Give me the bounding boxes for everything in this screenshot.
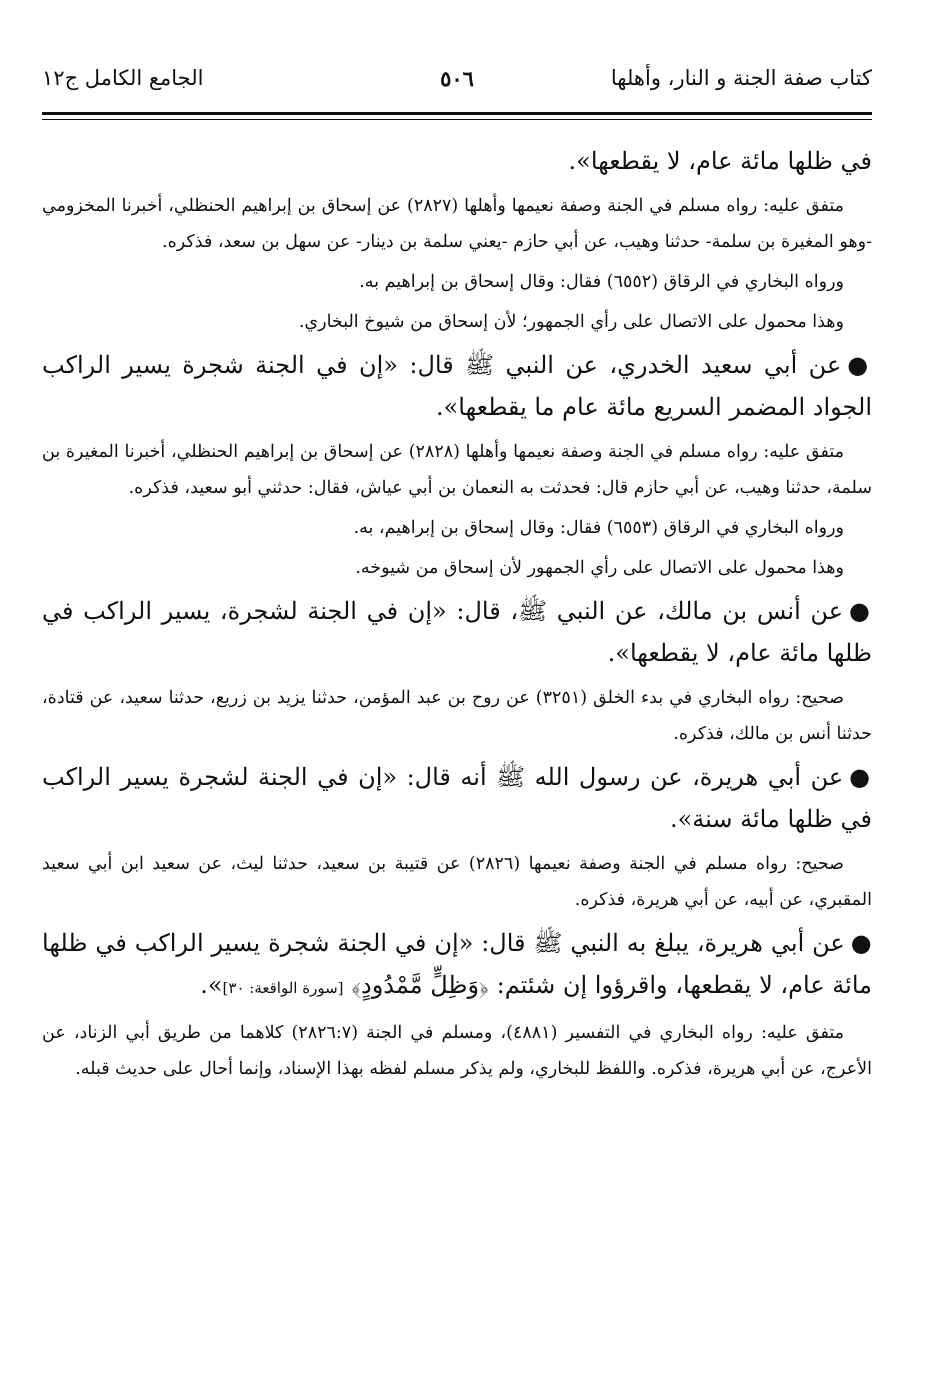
hadith-continuation: في ظلها مائة عام، لا يقطعها».: [568, 147, 872, 175]
header-rule-thin: [42, 119, 872, 120]
takhrij-note: صحيح: رواه البخاري في بدء الخلق (٣٢٥١) عن روح بن عبد المؤمن، حدثنا يزيد بن زريع، حدثنا سعيد، عن قتادة، حدثنا أنس بن مالك، فذكره.: [42, 688, 872, 744]
bullet-icon: ●: [849, 762, 872, 791]
hadith-text: عن أنس بن مالك، عن النبي ﷺ، قال: «إن في الجنة لشجرة، يسير الراكب في ظلها مائة عام، لا يقطعها».: [42, 597, 872, 667]
hadith-text-end: ».: [200, 971, 223, 999]
takhrij-note: وهذا محمول على الاتصال على رأي الجمهور لأن إسحاق من شيوخه.: [355, 558, 844, 578]
takhrij-note: ورواه البخاري في الرقاق (٦٥٥٢) فقال: وقال إسحاق بن إبراهيم به.: [359, 272, 844, 292]
chapter-title: كتاب صفة الجنة و النار، وأهلها: [610, 66, 872, 90]
page-header: [42, 66, 872, 106]
takhrij-note: وهذا محمول على الاتصال على رأي الجمهور؛ لأن إسحاق من شيوخ البخاري.: [298, 312, 844, 332]
hadith-paragraph: [42, 590, 872, 674]
header-rule-thick: [42, 112, 872, 115]
hadith-paragraph: [42, 922, 872, 1009]
bullet-icon: ●: [847, 350, 872, 379]
hadith-text: عن أبي هريرة، يبلغ به النبي ﷺ قال: «إن في الجنة شجرة يسير الراكب في ظلها مائة عام، لا يقطعها، واقرؤوا إن شئتم: ﴿وَظِلٍّ مَّمْدُودٍ﴾: [42, 929, 872, 999]
book-title: الجامع الكامل ج١٢: [42, 66, 204, 90]
hadith-text: عن أبي هريرة، عن رسول الله ﷺ أنه قال: «إن في الجنة لشجرة يسير الراكب في ظلها مائة سنة».: [42, 763, 872, 833]
takhrij-note: صحيح: رواه مسلم في الجنة وصفة نعيمها (٢٨٢٦) عن قتيبة بن سعيد، حدثنا ليث، عن سعيد ابن أبي سعيد المقبري، عن أبيه، عن أبي هريرة، فذكره.: [42, 854, 872, 910]
hadith-paragraph: [42, 344, 872, 428]
bullet-icon: ●: [850, 928, 872, 957]
page-number: ٥٠٦: [440, 66, 474, 91]
page-body: [42, 140, 872, 1091]
takhrij-note: ورواه البخاري في الرقاق (٦٥٥٣) فقال: وقال إسحاق بن إبراهيم، به.: [353, 518, 844, 538]
hadith-paragraph: [42, 756, 872, 840]
takhrij-note: متفق عليه: رواه مسلم في الجنة وصفة نعيمها وأهلها (٢٨٢٧) عن إسحاق بن إبراهيم الحنظلي، أخبرنا المخزومي -وهو المغيرة بن سلمة- حدثنا وهيب، عن أبي حازم -يعني سلمة بن دينار- عن سهل بن سعد، فذكره.: [42, 196, 872, 252]
quran-reference: [سورة الواقعة: ٣٠]: [222, 979, 344, 997]
bullet-icon: ●: [849, 596, 873, 625]
takhrij-note: متفق عليه: رواه مسلم في الجنة وصفة نعيمها وأهلها (٢٨٢٨) عن إسحاق بن إبراهيم الحنظلي، أخبرنا المغيرة بن سلمة، حدثنا وهيب، عن أبي حازم قال: فحدثت به النعمان بن أبي عياش، فقال: حدثني أبو سعيد، فذكره.: [42, 442, 872, 498]
takhrij-note: متفق عليه: رواه البخاري في التفسير (٤٨٨١)، ومسلم في الجنة (٢٨٢٦:٧) كلاهما من طريق أبي الزناد، عن الأعرج، عن أبي هريرة، فذكره. واللفظ للبخاري، ولم يذكر مسلم لفظه بهذا الإسناد، وإنما أحال على حديث قبله.: [42, 1023, 872, 1079]
hadith-text: عن أبي سعيد الخدري، عن النبي ﷺ قال: «إن في الجنة شجرة يسير الراكب الجواد المضمر السريع مائة عام ما يقطعها».: [42, 351, 872, 421]
